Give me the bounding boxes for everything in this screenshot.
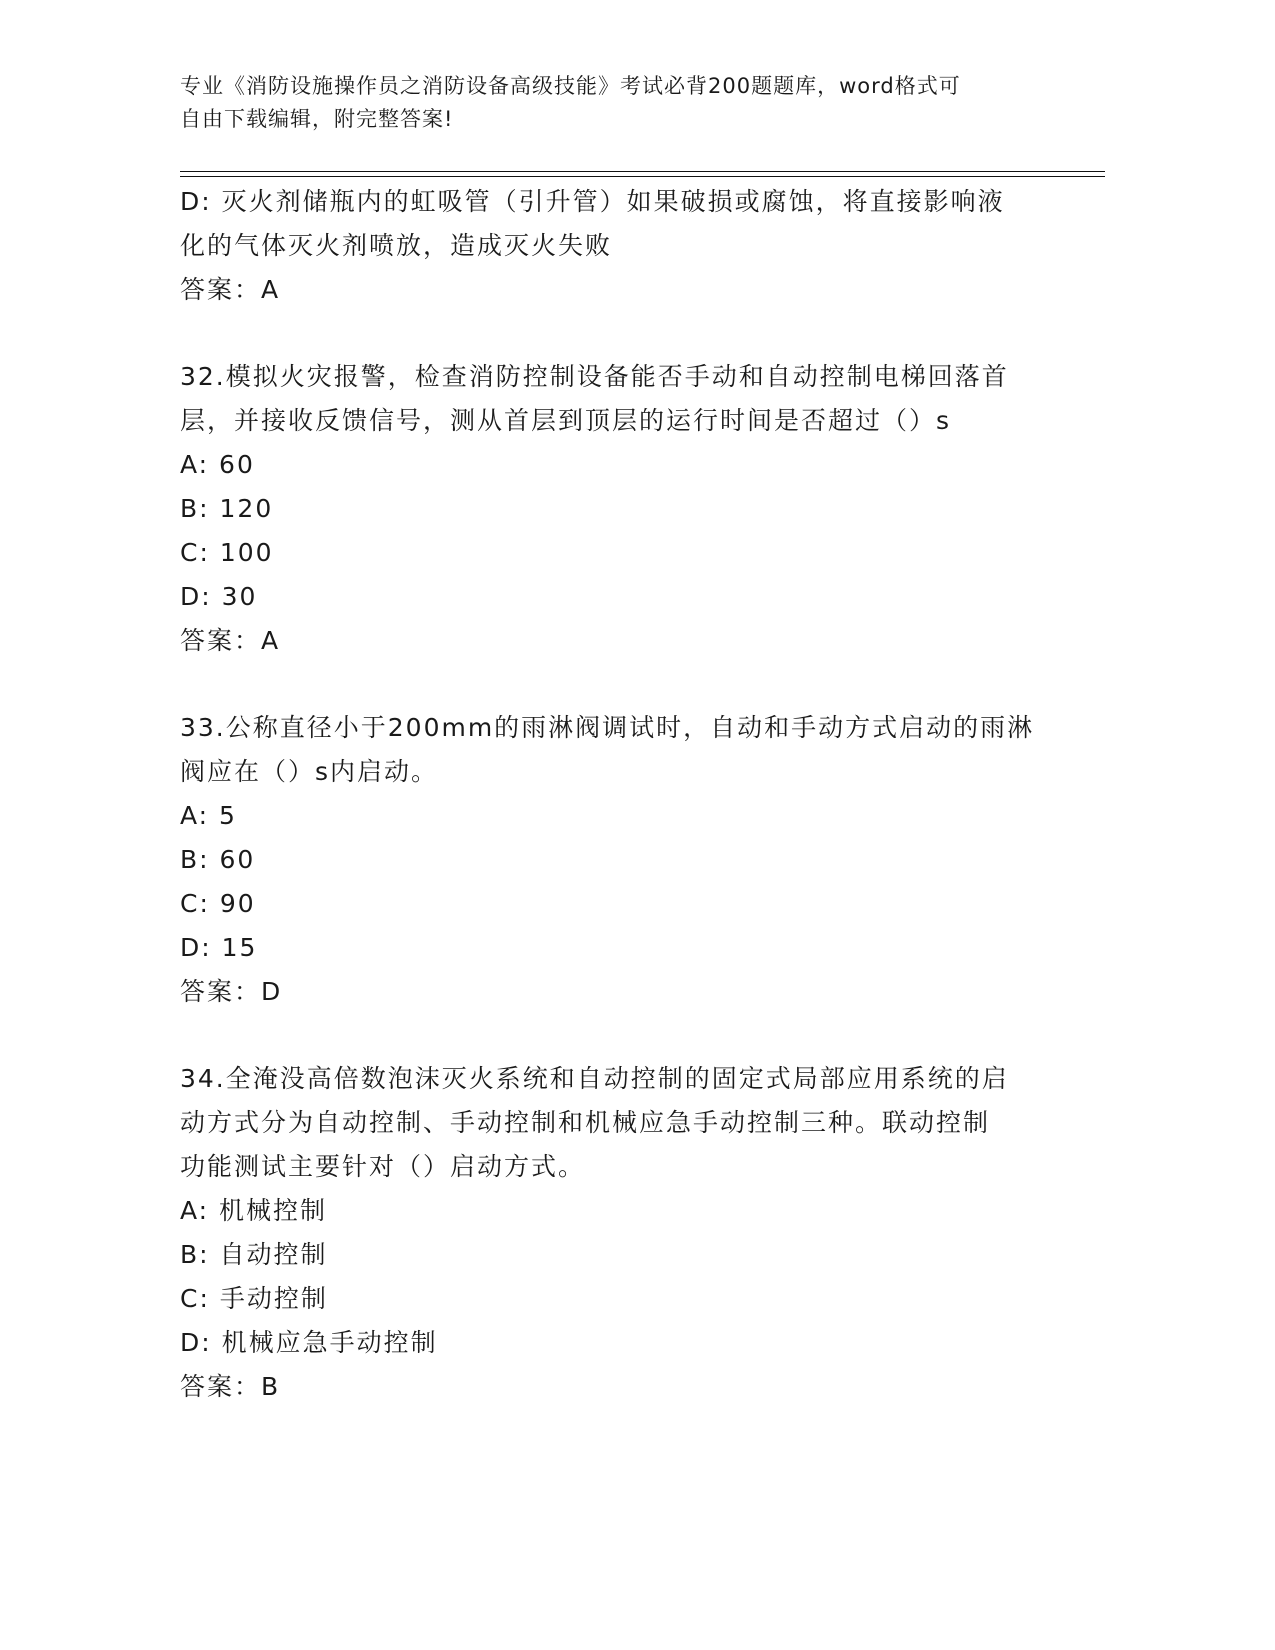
option-d: D: 机械应急手动控制 bbox=[180, 1328, 438, 1357]
header-divider-bottom bbox=[180, 176, 1105, 177]
answer-line: 答案：D bbox=[180, 977, 283, 1006]
header-divider-top bbox=[180, 171, 1105, 172]
option-b: B: 120 bbox=[180, 494, 274, 523]
document-header bbox=[180, 70, 1060, 136]
previous-question-tail bbox=[180, 180, 1050, 312]
question-text-line-1: 34.全淹没高倍数泡沫灭火系统和自动控制的固定式局部应用系统的启 bbox=[180, 1064, 1009, 1093]
question-text-line-1: 33.公称直径小于200mm的雨淋阀调试时，自动和手动方式启动的雨淋 bbox=[180, 713, 1035, 742]
option-a: A: 60 bbox=[180, 450, 255, 479]
option-b: B: 自动控制 bbox=[180, 1240, 328, 1269]
option-c: C: 100 bbox=[180, 538, 274, 567]
answer-line: 答案：B bbox=[180, 1372, 281, 1401]
answer-line: 答案：A bbox=[180, 275, 281, 304]
option-c: C: 手动控制 bbox=[180, 1284, 328, 1313]
option-b: B: 60 bbox=[180, 845, 256, 874]
option-d-line-2: 化的气体灭火剂喷放，造成灭火失败 bbox=[180, 231, 613, 260]
option-a: A: 机械控制 bbox=[180, 1196, 328, 1225]
question-content bbox=[180, 180, 1050, 1409]
header-line-2: 自由下载编辑，附完整答案! bbox=[180, 107, 454, 131]
question-text-line-1: 32.模拟火灾报警，检查消防控制设备能否手动和自动控制电梯回落首 bbox=[180, 362, 1009, 391]
question-text-line-2: 层，并接收反馈信号，测从首层到顶层的运行时间是否超过（）s bbox=[180, 406, 952, 435]
option-a: A: 5 bbox=[180, 801, 237, 830]
option-d: D: 30 bbox=[180, 582, 258, 611]
header-line-1: 专业《消防设施操作员之消防设备高级技能》考试必背200题题库，word格式可 bbox=[180, 74, 961, 98]
option-d-line-1: D: 灭火剂储瓶内的虹吸管（引升管）如果破损或腐蚀，将直接影响液 bbox=[180, 187, 1005, 216]
question-34 bbox=[180, 1057, 1050, 1409]
question-text-line-3: 功能测试主要针对（）启动方式。 bbox=[180, 1152, 586, 1181]
option-d: D: 15 bbox=[180, 933, 258, 962]
question-32 bbox=[180, 355, 1050, 663]
question-33 bbox=[180, 706, 1050, 1014]
option-c: C: 90 bbox=[180, 889, 256, 918]
question-text-line-2: 阀应在（）s内启动。 bbox=[180, 757, 439, 786]
answer-line: 答案：A bbox=[180, 626, 281, 655]
question-text-line-2: 动方式分为自动控制、手动控制和机械应急手动控制三种。联动控制 bbox=[180, 1108, 991, 1137]
